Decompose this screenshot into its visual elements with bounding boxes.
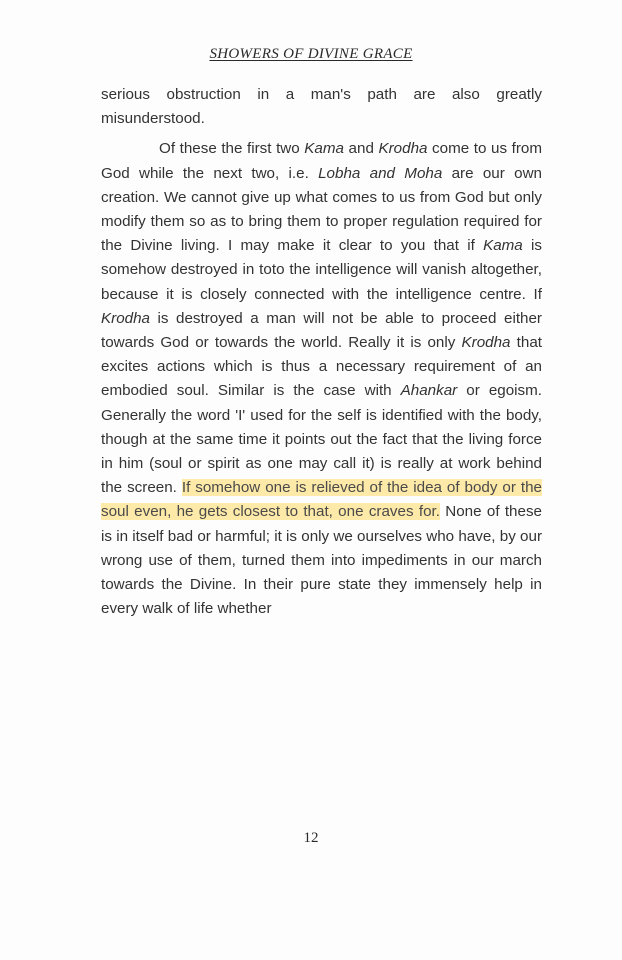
paragraph-2 [101,137,542,621]
text-run: that excites actions which is thus a necessary requirement of an embodied soul. Similar is the case with [101,334,543,400]
page-number: 12 [303,830,319,846]
highlighted-passage[interactable]: If somehow one is relieved of the idea of body or the soul even, he gets closest to that, one craves for. [101,479,543,521]
term-lobha-and-moha: Lobha and Moha [318,164,443,182]
text-run: come to us from God while the next two, i.e. [101,140,542,182]
term-kama: Kama [304,140,344,158]
body-text [101,83,542,627]
running-header [0,46,622,63]
running-title: SHOWERS OF DIVINE GRACE [209,46,413,62]
term-krodha: Krodha [378,140,428,158]
term-ahankar: Ahankar [400,382,458,400]
term-krodha: Krodha [461,334,511,352]
text-run: and [343,140,379,158]
text-run: Of these the first two [159,140,305,158]
term-krodha: Krodha [101,309,150,327]
text-run: is somehow destroyed in toto the intelligence will vanish altogether, because it is closely connected with the intelligence centre. If [101,237,543,303]
text-run: is destroyed a man will not be able to proceed either towards God or towards the world. Really it is only [101,309,542,352]
text-run: None of these is in itself bad or harmful; it is only we ourselves who have, by our wrong use of them, turned them into impediments in our march towards the Divine. In their pure state they immensely help in every walk of life whether [101,503,542,618]
text-run: are our own creation. We cannot give up what comes to us from God but only modify them so as to bring them to proper regulation required for the Divine living. I may make it clear to you that if [101,164,542,255]
term-kama: Kama [483,237,523,255]
paragraph-1: serious obstruction in a man's path are also greatly misunderstood. [101,86,542,128]
text-run: or egoism. Generally the word 'I' used for the self is identified with the body, though at the same time it points out the fact that the living force in him (soul or spirit as one may call it) is really at work behind the screen. [101,382,542,497]
